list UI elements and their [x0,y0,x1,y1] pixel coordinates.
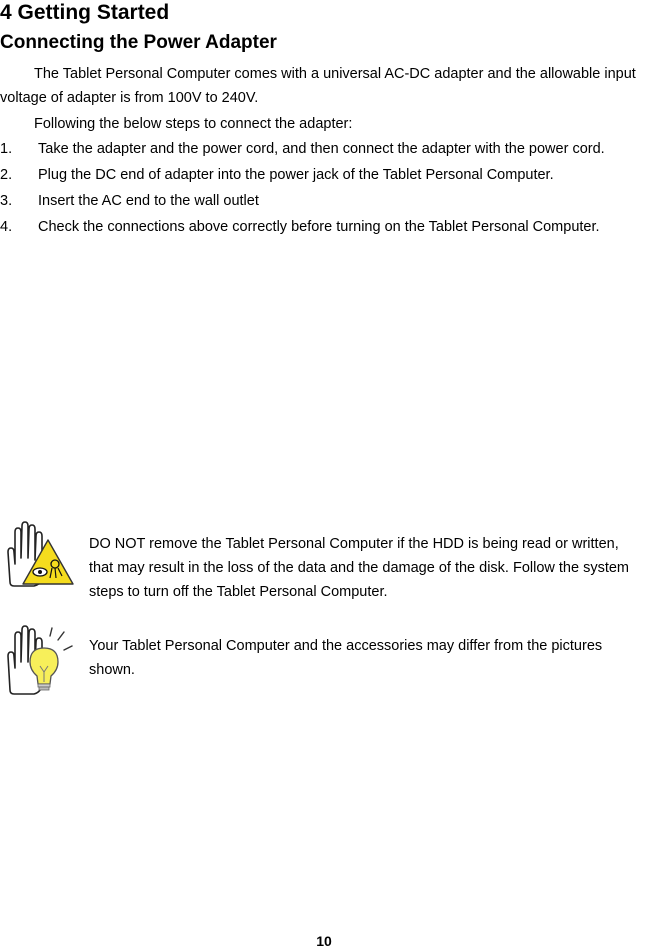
steps-lead-text: Following the below steps to connect the adapter: [34,116,353,132]
step-text: Check the connections above correctly before turning on the Tablet Personal Computer. [38,219,600,235]
tip-text: Your Tablet Personal Computer and the accessories may differ from the pictures shown. [89,638,603,678]
chapter-title: 4 Getting Started [0,1,170,24]
steps-list [0,137,648,241]
intro-paragraph: The Tablet Personal Computer comes with a universal AC-DC adapter and the allowable input voltage of adapter is from 100V to 240V. [0,66,636,106]
section-title: Connecting the Power Adapter [0,32,277,53]
step-number: 4. [0,219,13,235]
hand-warning-icon [0,516,80,596]
step-number: 1. [0,141,13,157]
hand-lightbulb-icon [0,620,80,700]
step-number: 3. [0,193,13,209]
page-number: 10 [316,933,332,949]
step-text: Take the adapter and the power cord, and then connect the adapter with the power cord. [38,141,605,157]
step-number: 2. [0,167,13,183]
step-item [0,215,648,239]
warning-text: DO NOT remove the Tablet Personal Computer if the HDD is being read or written, that may result in the loss of the data and the damage of the disk. Follow the system steps to turn off the Tablet Personal Computer. [89,536,630,600]
step-item [0,137,648,161]
step-text: Plug the DC end of adapter into the power jack of the Tablet Personal Computer. [38,167,554,183]
step-item [0,189,648,213]
step-item [0,163,648,187]
step-text: Insert the AC end to the wall outlet [38,193,259,209]
